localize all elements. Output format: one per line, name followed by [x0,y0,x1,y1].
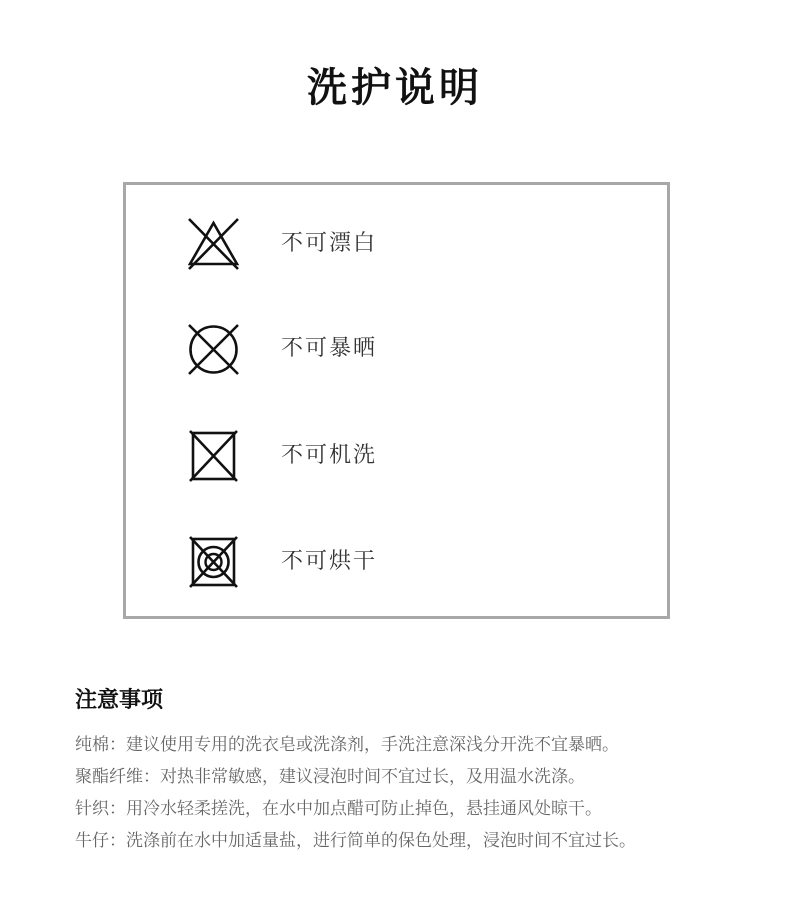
no-bleach-icon [186,217,241,272]
no-tumble-dry-icon [186,535,241,590]
care-symbols-panel [123,182,670,619]
care-symbol-label: 不可机洗 [281,443,378,468]
no-machine-wash-icon [186,429,241,484]
no-sun-drying-icon [186,322,241,377]
care-symbol-label: 不可烘干 [281,549,378,574]
care-symbol-label: 不可漂白 [281,231,378,256]
care-symbol-row [126,217,667,277]
note-item: 聚酯纤维：对热非常敏感，建议浸泡时间不宜过长，及用温水洗涤。 [75,767,585,787]
care-symbol-row [126,429,667,489]
page-title: 洗护说明 [307,65,483,111]
notes-section [75,685,775,857]
note-item: 针织：用冷水轻柔搓洗，在水中加点醋可防止掉色，悬挂通风处晾干。 [75,799,602,819]
care-symbol-row [126,535,667,595]
note-item: 牛仔：洗涤前在水中加适量盐，进行简单的保色处理，浸泡时间不宜过长。 [75,831,636,851]
care-symbol-label: 不可暴晒 [281,336,378,361]
notes-title: 注意事项 [75,688,164,713]
care-symbol-row [126,322,667,382]
note-item: 纯棉：建议使用专用的洗衣皂或洗涤剂，手洗注意深浅分开洗不宜暴晒。 [75,735,619,755]
